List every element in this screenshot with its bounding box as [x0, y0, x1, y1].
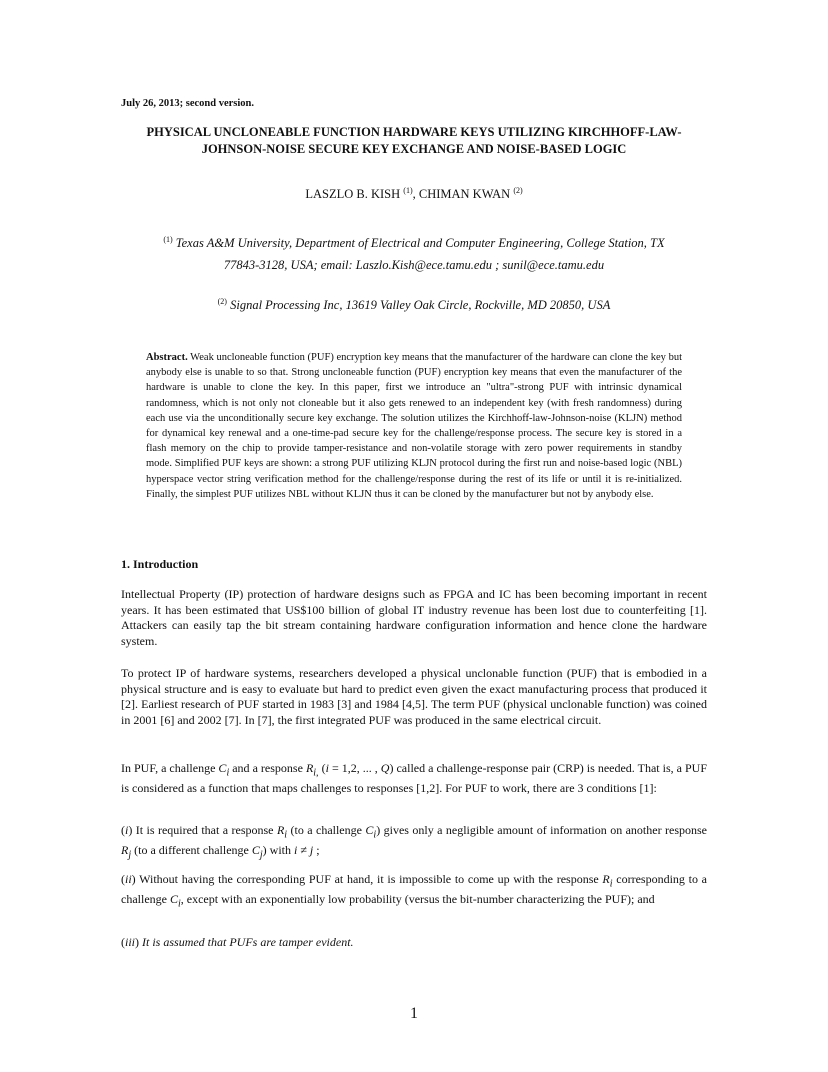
text-run: corresponding to a challenge: [121, 872, 708, 906]
affiliation-1: [120, 232, 708, 276]
abstract-label: Abstract.: [146, 352, 188, 363]
list-number: ii: [125, 872, 132, 886]
math-symbol: C: [169, 891, 178, 906]
paragraph: (ii) Without having the corresponding PUF at hand, it is impossible to come up with the response $R_i$ corresponding to a challenge $C_i$, except with an exponentially low probability (versus the bit-number characterizing the PUF); and: [121, 872, 708, 910]
text-run: (to a challenge: [287, 823, 366, 837]
paper-title: [108, 124, 720, 158]
affiliation-2: [120, 294, 708, 316]
text-run: = 1,2, ... ,: [328, 761, 381, 775]
affiliation-mark: (2): [513, 186, 523, 195]
author-separator: ,: [412, 187, 419, 201]
math-subscript: i: [373, 829, 377, 841]
section-heading: 1. Introduction: [121, 557, 199, 571]
math-subscript: j: [128, 849, 132, 861]
text-run: It is required that a response: [132, 823, 277, 837]
math-symbol: C: [218, 761, 227, 775]
author-list: [108, 187, 720, 202]
math-subscript: j: [259, 849, 263, 861]
math-subscript: i: [609, 878, 613, 890]
text-run: ) gives only a negligible amount of information on another response: [376, 823, 708, 837]
text-run: ) called a challenge-response pair (CRP) is needed. That is, a PUF is considered as a function that maps challenges to responses [1,2]. For PUF to work, there are 3 conditions [1]:: [121, 761, 707, 795]
affiliation-1-line-1: [120, 232, 708, 254]
title-line-1: PHYSICAL UNCLONEABLE FUNCTION HARDWARE KEYS UTILIZING KIRCHHOFF-LAW-: [146, 125, 682, 139]
text-run: and a response: [229, 761, 306, 775]
math-subscript: i: [178, 898, 181, 910]
text-run: ;: [313, 842, 320, 857]
math-symbol: R: [305, 761, 314, 775]
math-symbol: R: [121, 842, 129, 857]
page-number: 1: [410, 1005, 418, 1022]
math-symbol: C: [251, 842, 260, 857]
math-symbol: Q: [380, 761, 390, 775]
affiliation-1-line-2: 77843-3128, USA; email: Laszlo.Kish@ece.tamu.edu ; sunil@ece.tamu.edu: [223, 258, 605, 272]
date-line: July 26, 2013; second version.: [121, 98, 255, 109]
affiliation-text: Texas A&M University, Department of Electrical and Computer Engineering, College Station, TX: [175, 236, 665, 250]
abstract: [146, 350, 682, 502]
affiliation-mark: (1): [403, 186, 413, 195]
text-run: ) with: [262, 842, 294, 857]
text-run: , except with an exponentially low probability (versus the bit-number characterizing the PUF); and: [180, 891, 655, 906]
list-number: i: [125, 823, 129, 837]
list-number: iii: [125, 935, 136, 949]
text-run: (: [318, 761, 326, 775]
author-name: LASZLO B. KISH: [305, 187, 401, 201]
affiliation-mark: (2): [217, 297, 227, 306]
text-run: It is assumed that PUFs are tamper evident.: [139, 935, 354, 949]
math-symbol: R: [602, 872, 610, 886]
paragraph: [121, 761, 707, 797]
title-line-2: JOHNSON-NOISE SECURE KEY EXCHANGE AND NOISE-BASED LOGIC: [201, 142, 627, 156]
math-symbol: R: [276, 823, 285, 837]
paragraph: (iii) It is assumed that PUFs are tamper evident.: [121, 935, 354, 949]
math-symbol: C: [365, 823, 374, 837]
math-symbol: i: [325, 761, 329, 775]
affiliation-text: Signal Processing Inc, 13619 Valley Oak Circle, Rockville, MD 20850, USA: [230, 298, 611, 312]
abstract-text: Weak uncloneable function (PUF) encryption key means that the manufacturer of the hardware can clone the key but anybody else is unable to so that. Strong uncloneable function (PUF) encryption key means that even the manufacturer of the hardware is unable to clone the key. In this paper, first we introduce an "ultra"-strong PUF with intrinsic dynamical randomness, which is not only not cloneable but it also gets renewed to an independent key (with fresh randomness) during each use via the unconditionally secure key exchange. The solution utilizes the Kirchhoff-law-Johnson-noise (KLJN) method for dynamical key renewal and a one-time-pad secure key for the challenge/response process. The secure key is stored in a flash memory on the chip to provide tamper-resistance and non-volatile storage with zero power requirements in standby mode. Simplified PUF keys are shown: a strong PUF utilizing KLJN protocol during the first run and noise-based logic (NBL) hyperspace vector string verification method for the challenge/response during the rest of its life or until it is re-initialized. Finally, the simplest PUF utilizes NBL without KLJN thus it can be cloned by the manufacturer but not by anybody else.: [146, 352, 682, 500]
paragraph: To protect IP of hardware systems, researchers developed a physical unclonable function (PUF) that is embodied in a physical structure and is easy to evaluate but hard to predict even given the exact manufacturing process that produced it [2]. Earliest research of PUF started in 1983 [3] and 1984 [4,5]. The term PUF (physical unclonable function) was coined in 2001 [6] and 2002 [7]. In [7], the first integrated PUF was produced in the same electrical circuit.: [121, 666, 707, 727]
math-subscript: i: [284, 829, 288, 841]
text-run: In PUF, a challenge: [121, 761, 219, 775]
paragraph: (i) It is required that a response $R_i$ (to a challenge $C_i$) gives only a negligible amount of information on another response $R_j$ (to a different challenge $C_j$) with i ≠ j ;: [121, 823, 708, 861]
math-subscript: i: [226, 767, 230, 779]
text-run: (to a different challenge: [131, 842, 252, 857]
author-name: CHIMAN KWAN: [418, 187, 511, 201]
text-run: Without having the corresponding PUF at hand, it is impossible to come up with the response: [135, 872, 603, 886]
math-inequality: i ≠ j: [294, 842, 314, 857]
affiliation-mark: (1): [163, 235, 173, 244]
paragraph: Intellectual Property (IP) protection of hardware designs such as FPGA and IC has been becoming important in recent years. It has been estimated that US$100 billion of global IT industry revenue has been lost due to counterfeiting [1]. Attackers can easily tap the bit stream containing hardware configuration information and hence clone the hardware system.: [121, 587, 707, 648]
math-subscript: i,: [313, 767, 319, 779]
